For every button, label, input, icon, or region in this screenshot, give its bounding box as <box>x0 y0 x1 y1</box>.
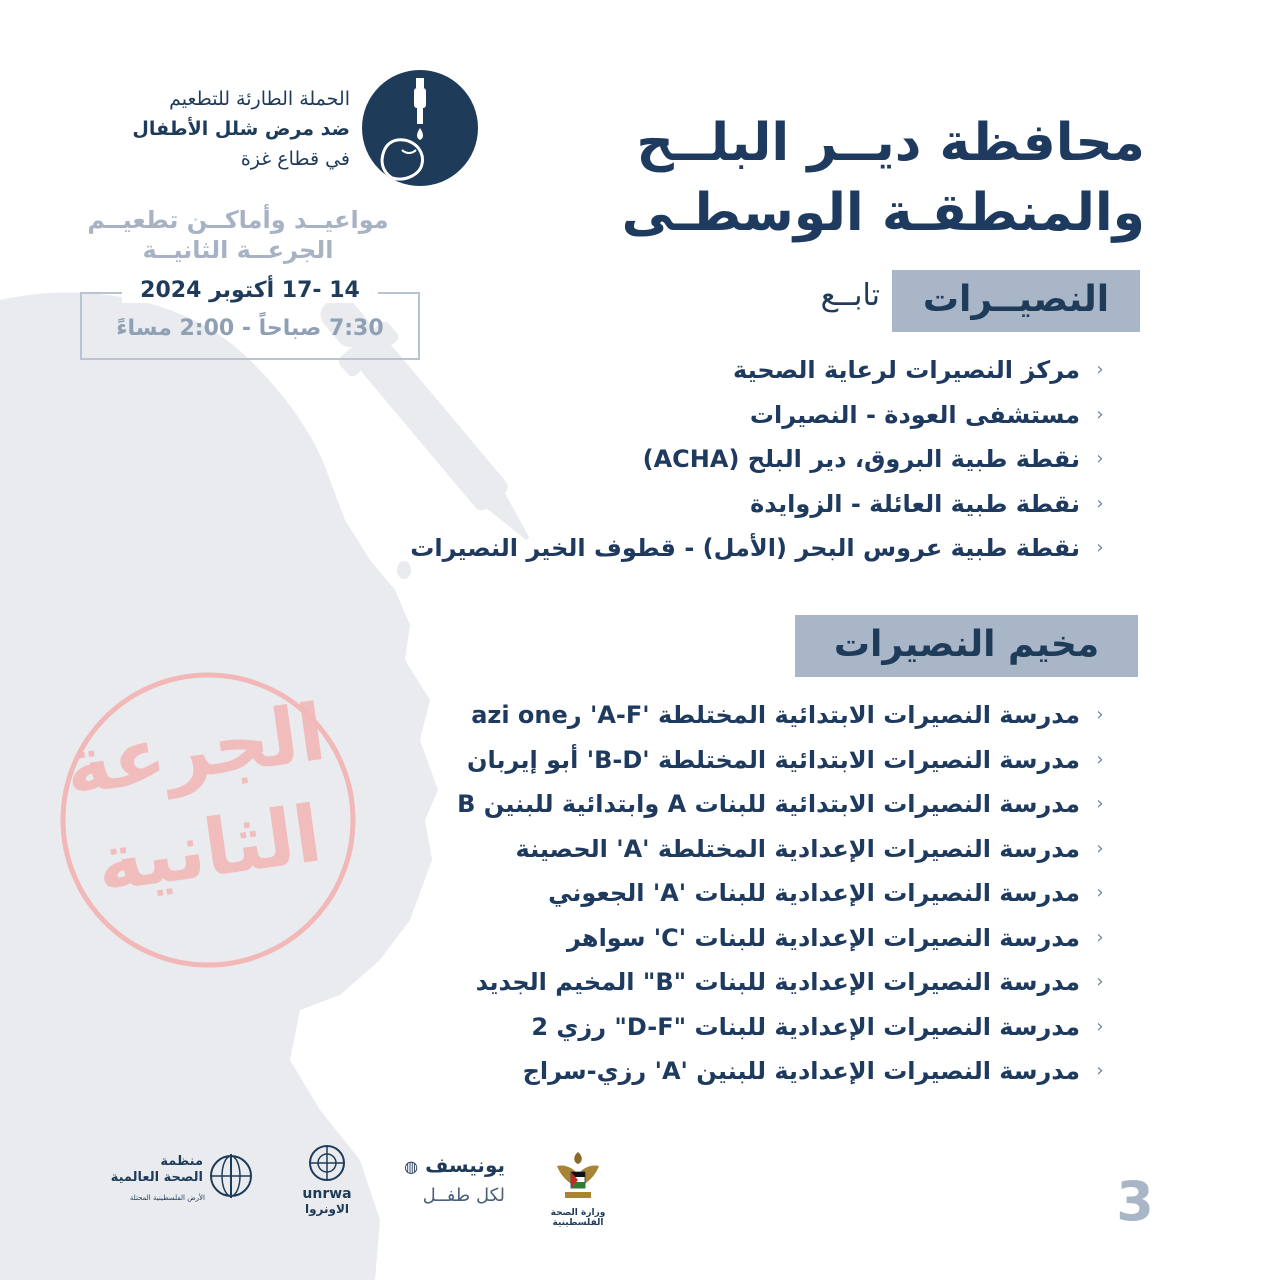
list-item <box>380 782 1110 827</box>
chevron-left-icon: ‹ <box>1096 793 1104 814</box>
who-subtitle: الأرض الفلسطينية المحتلة <box>129 1194 205 1202</box>
location-name: مدرسة النصيرات الابتدائية المختلطة 'B-D' أبو إيربان <box>467 745 1080 774</box>
who-emblem-icon <box>205 1150 257 1202</box>
section-header-nuseirat-camp: مخيم النصيرات <box>795 615 1138 677</box>
chevron-left-icon: ‹ <box>1096 403 1104 425</box>
location-name: نقطة طبية البروق، دير البلح (ACHA) <box>642 445 1080 473</box>
nuseirat-camp-locations-list <box>380 693 1110 1094</box>
page-number: 3 <box>1116 1170 1154 1233</box>
campaign-title <box>60 84 350 174</box>
governorate-title-line-1: محافظة ديــر البلــح <box>636 113 1145 173</box>
who-name-line-2: الصحة العالمية <box>110 1170 203 1185</box>
chevron-left-icon: ‹ <box>1096 1015 1104 1037</box>
location-name: مدرسة النصيرات الإعدادية للبنات "B" المخيم الجديد <box>475 968 1080 996</box>
schedule-title-line-1: مواعيــد وأماكــن تطعيــم <box>87 206 389 234</box>
list-item <box>380 1005 1110 1050</box>
continued-label: تابــع <box>820 278 880 313</box>
stamp-line-2: الثانية <box>90 789 327 910</box>
nuseirat-locations-list <box>380 348 1110 571</box>
location-name: مركز النصيرات لرعاية الصحية <box>733 356 1080 384</box>
section-header-nuseirat: النصيــرات <box>892 270 1140 332</box>
list-item <box>380 960 1110 1005</box>
location-name: مدرسة النصيرات الإعدادية للبنات 'C' سواهر <box>567 923 1080 952</box>
schedule-title-line-2: الجرعــة الثانيــة <box>142 236 334 264</box>
unrwa-logo <box>296 1143 358 1218</box>
who-name-line-1: منظمة <box>160 1154 203 1169</box>
campaign-line-3: في قطاع غزة <box>240 148 350 170</box>
unicef-tagline: لكل طفــل <box>422 1185 505 1206</box>
dates-box <box>80 278 420 360</box>
unrwa-name-en: unrwa <box>302 1186 352 1202</box>
location-name: نقطة طبية العائلة - الزوايدة <box>750 489 1080 518</box>
chevron-left-icon: ‹ <box>1096 1060 1104 1081</box>
campaign-line-2: ضد مرض شلل الأطفال <box>132 118 350 140</box>
who-logo <box>105 1150 260 1210</box>
location-name: مستشفى العودة - النصيرات <box>749 400 1080 429</box>
list-item <box>380 1049 1110 1094</box>
unrwa-name-ar: الاونروا <box>304 1202 350 1216</box>
campaign-line-1: الحملة الطارئة للتطعيم <box>169 88 350 110</box>
schedule-title <box>60 205 416 265</box>
date-range: 14 -17 أكتوبر 2024 <box>122 278 378 303</box>
chevron-left-icon: ‹ <box>1096 971 1104 992</box>
unicef-logo <box>395 1152 505 1212</box>
list-item <box>380 482 1110 527</box>
polio-campaign-logo <box>362 70 478 186</box>
list-item <box>380 916 1110 961</box>
location-name: مدرسة النصيرات الابتدائية للبنات A وابتدائية للبنين B <box>457 790 1080 818</box>
governorate-title <box>560 108 1145 248</box>
location-name: مدرسة النصيرات الإعدادية للبنات 'A' الجعوني <box>548 879 1080 907</box>
unicef-name: يونيسف <box>425 1153 505 1177</box>
palestine-eagle-emblem-icon <box>553 1148 603 1204</box>
stamp-text <box>49 681 354 918</box>
chevron-left-icon: ‹ <box>1096 537 1104 558</box>
un-emblem-icon <box>301 1143 353 1183</box>
list-item <box>380 693 1110 738</box>
location-name: نقطة طبية عروس البحر (الأمل) - قطوف الخير النصيرات <box>410 534 1080 562</box>
location-name: مدرسة النصيرات الإعدادية للبنين 'A' رزي-سراج <box>522 1057 1080 1085</box>
ministry-of-health-logo <box>530 1148 626 1228</box>
time-range: 7:30 صباحاً - 2:00 مساءً <box>116 316 384 341</box>
chevron-left-icon: ‹ <box>1096 448 1104 469</box>
list-item <box>380 738 1110 783</box>
governorate-title-line-2: والمنطقـة الوسطـى <box>621 183 1145 243</box>
list-item <box>380 871 1110 916</box>
moh-name: وزارة الصحة الفلسطينية <box>550 1208 606 1228</box>
chevron-left-icon: ‹ <box>1096 492 1104 514</box>
chevron-left-icon: ‹ <box>1096 926 1104 948</box>
chevron-left-icon: ‹ <box>1096 704 1104 725</box>
dropper-child-icon <box>362 70 478 186</box>
stamp-line-1: الجرعة <box>59 687 331 814</box>
chevron-left-icon: ‹ <box>1096 359 1104 380</box>
chevron-left-icon: ‹ <box>1096 748 1104 770</box>
location-name: مدرسة النصيرات الإعدادية المختلطة 'A' الحصينة <box>515 834 1080 863</box>
list-item <box>380 526 1110 571</box>
location-name: مدرسة النصيرات الإعدادية للبنات "D-F" رزي 2 <box>531 1012 1080 1041</box>
list-item <box>380 827 1110 872</box>
list-item <box>380 393 1110 438</box>
unicef-globe-icon: ◍ <box>404 1157 419 1176</box>
location-name: مدرسة النصيرات الابتدائية المختلطة 'A-F' رazi one <box>471 701 1080 729</box>
chevron-left-icon: ‹ <box>1096 882 1104 903</box>
chevron-left-icon: ‹ <box>1096 837 1104 859</box>
list-item <box>380 348 1110 393</box>
list-item <box>380 437 1110 482</box>
